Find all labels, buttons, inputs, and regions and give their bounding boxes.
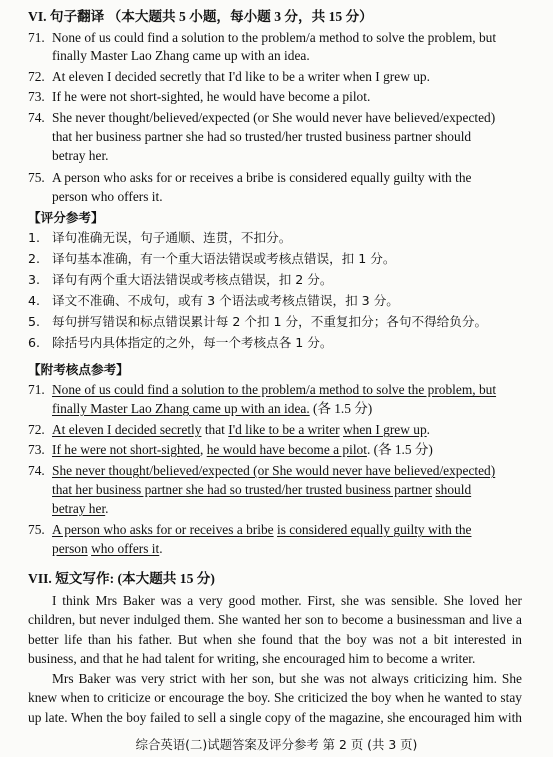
answer-72: 72. At eleven I decided secretly that I'd like to be a writer when I grew up. — [28, 69, 430, 84]
keypoint-75-line-2: person who offers it. — [52, 541, 163, 556]
grading-item-6: 6. 除括号内具体指定的之外，每一个考核点各 1 分。 — [28, 335, 333, 350]
grading-item-3: 3. 译句有两个重大语法错误或考核点错误，扣 2 分。 — [28, 272, 333, 287]
answer-71-line-2: finally Master Lao Zhang came up with an idea. — [52, 48, 310, 63]
grading-item-5: 5. 每句拼写错误和标点错误累计每 2 个扣 1 分，不重复扣分；各句不得给负分。 — [28, 314, 488, 329]
answer-75-line-2: person who offers it. — [52, 189, 163, 204]
keypoints-heading: 【附考核点参考】 — [28, 362, 129, 377]
grading-item-4: 4. 译文不准确、不成句，或有 3 个语法或考核点错误，扣 3 分。 — [28, 293, 399, 308]
essay-paragraph-1: I think Mrs Baker was a very good mother. First, she was sensible. She loved her children, but never indulged them. She wanted her son to become a businessman and live a better life than his father. But when she found that the boy was not a bit interested in business, and that he had talent for writing, she encouraged him to become a writer. — [28, 593, 522, 667]
section-6-heading: VI. 句子翻译 （本大题共 5 小题，每小题 3 分，共 15 分） — [28, 9, 373, 24]
keypoint-74-line-1: 74. She never thought/believed/expected (or She would never have believed/expected) — [28, 463, 496, 478]
keypoint-75-line-1: 75. A person who asks for or receives a bribe is considered equally guilty with the — [28, 522, 472, 537]
answer-74-line-1: 74. She never thought/believed/expected (or She would never have believed/expected) — [28, 110, 496, 125]
essay-paragraph-2: Mrs Baker was very strict with her son, but she was not always criticizing him. She knew when to criticize or encourage the boy. She criticized the boy when he wanted to stay up late. When the boy failed to sell a single copy of the magazine, she encouraged him with — [28, 671, 522, 725]
answer-74-line-2: that her business partner she had so trusted/her trusted business partner should — [52, 129, 472, 144]
keypoint-73: 73. If he were not short-sighted, he would have become a pilot. (各 1.5 分) — [28, 442, 433, 457]
grading-item-2: 2. 译句基本准确，有一个重大语法错误或考核点错误，扣 1 分。 — [28, 251, 396, 266]
page-footer: 综合英语(二)试题答案及评分参考 第 2 页 (共 3 页) — [135, 737, 418, 752]
answer-73: 73. If he were not short-sighted, he would have become a pilot. — [28, 89, 371, 104]
answer-74-line-3: betray her. — [52, 148, 109, 163]
keypoint-74-line-3: betray her. — [52, 501, 109, 516]
keypoint-71-line-2: finally Master Lao Zhang came up with an idea. (各 1.5 分) — [52, 401, 373, 416]
section-7-heading: VII. 短文写作: (本大题共 15 分) — [28, 571, 215, 586]
answer-71-line-1: 71. None of us could find a solution to the problem/a method to solve the problem, but — [28, 30, 497, 45]
keypoint-72: 72. At eleven I decided secretly that I'd like to be a writer when I grew up. — [28, 422, 430, 437]
grading-item-1: 1. 译句准确无误，句子通顺、连贯，不扣分。 — [28, 230, 292, 245]
grading-heading: 【评分参考】 — [28, 210, 104, 225]
answer-75-line-1: 75. A person who asks for or receives a bribe is considered equally guilty with the — [28, 170, 472, 185]
keypoint-74-line-2: that her business partner she had so trusted/her trusted business partner should — [52, 482, 472, 497]
keypoint-71-line-1: 71. None of us could find a solution to the problem/a method to solve the problem, but — [28, 382, 497, 397]
